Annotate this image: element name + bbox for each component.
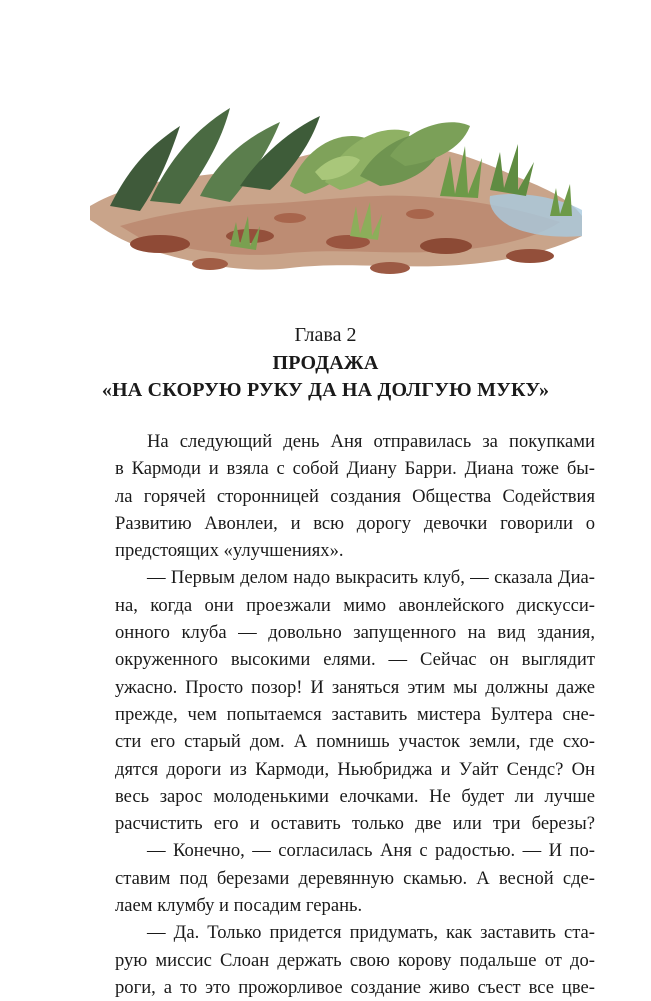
text-line: — Да. Только придется придумать, как заставить ста- xyxy=(147,922,595,944)
chapter-title xyxy=(0,350,651,404)
text-line: — Первым делом надо выкрасить клуб, — сказала Диа- xyxy=(147,567,595,589)
text-line: расчистить его и оставить только две или три березы? xyxy=(115,813,595,835)
body-text xyxy=(115,428,595,1001)
text-line: Развитию Авонлеи, и всю дорогу девочки говорили о xyxy=(115,512,595,534)
text-line: онного клуба — довольно запущенного на вид здания, xyxy=(115,622,595,644)
text-line: прежде, чем попытаемся заставить мистера Бултера сне- xyxy=(115,703,595,725)
text-line: окруженного высокими елями. — Сейчас он выглядит xyxy=(115,649,595,671)
chapter-label: Глава 2 xyxy=(294,324,357,346)
text-line: весь зарос молоденькими елочками. Не будет ли лучше xyxy=(115,785,595,807)
text-line: сти его старый дом. А помнишь участок земли, где схо- xyxy=(115,731,595,753)
text-line: в Кармоди и взяла с собой Диану Барри. Диана тоже бы- xyxy=(115,458,595,480)
text-line: на, когда они проезжали мимо авонлейского дискусси- xyxy=(115,594,595,616)
chapter-title-line: «НА СКОРУЮ РУКУ ДА НА ДОЛГУЮ МУКУ» xyxy=(101,379,550,401)
text-line: На следующий день Аня отправилась за покупками xyxy=(147,431,595,452)
text-line: ужасно. Просто позор! И заняться этим мы должны даже xyxy=(115,676,595,698)
text-line: ставим под березами деревянную скамью. А весной сде- xyxy=(115,867,595,889)
chapter-illustration xyxy=(90,86,582,298)
chapter-title-line: ПРОДАЖА xyxy=(272,352,379,374)
text-line: дятся дороги из Кармоди, Ньюбриджа и Уайт Сендс? Он xyxy=(115,758,595,780)
text-line: ла горячей сторонницей создания Общества Содействия xyxy=(115,485,595,507)
text-line: лаем клумбу и посадим герань. xyxy=(115,895,363,917)
text-line: роги, а то это прожорливое создание живо съест все цве- xyxy=(115,976,595,998)
text-line: — Конечно, — согласилась Аня с радостью. — И по- xyxy=(147,840,595,862)
text-line: предстоящих «улучшениях». xyxy=(115,540,344,562)
text-line: рую миссис Слоан держать свою корову подальше от до- xyxy=(115,949,595,971)
